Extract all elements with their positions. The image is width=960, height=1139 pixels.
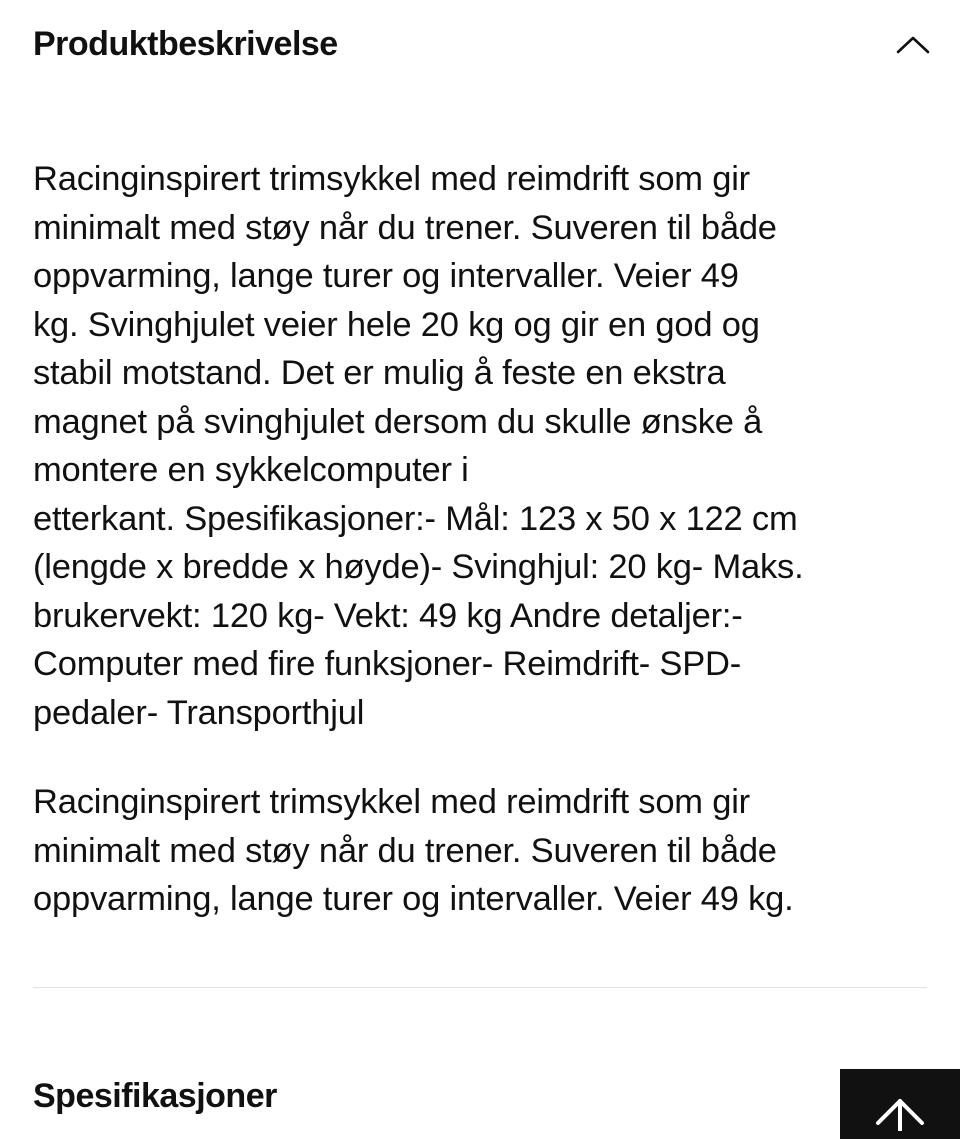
section-divider [33,987,927,988]
description-paragraph [33,155,933,737]
description-line: Racinginspirert trimsykkel med reimdrift som gir [33,160,750,198]
arrow-up-icon [870,1091,930,1136]
description-line: minimalt med støy når du trener. Suveren til både [33,208,777,247]
description-line: (lengde x bredde x høyde)- Svinghjul: 20 kg- Maks. [33,548,804,586]
description-line: etterkant. Spesifikasjoner:- Mål: 123 x 50 x 122 cm [33,499,798,538]
description-line: pedaler- Transporthjul [33,693,365,732]
product-description-header[interactable] [33,20,927,68]
description-line: stabil motstand. Det er mulig å feste en ekstra [33,354,726,392]
description-line: Racinginspirert trimsykkel med reimdrift som gir [33,783,750,821]
description-line: minimalt med støy når du trener. Suveren til både [33,831,777,870]
description-line: Computer med fire funksjoner- Reimdrift- SPD- [33,645,742,683]
description-line: magnet på svinghjulet dersom du skulle ønske å [33,402,763,441]
scroll-to-top-button[interactable] [840,1069,960,1139]
description-line: oppvarming, lange turer og intervaller. Veier 49 [33,257,739,295]
description-line: brukervekt: 120 kg- Vekt: 49 kg Andre detaljer:- [33,596,743,635]
description-line: oppvarming, lange turer og intervaller. Veier 49 kg. [33,880,794,918]
description-line: montere en sykkelcomputer i [33,451,469,489]
specifications-title: Spesifikasjoner [33,1076,277,1115]
specifications-header[interactable] [33,1072,927,1120]
description-line: kg. Svinghjulet veier hele 20 kg og gir en god og [33,305,760,344]
description-summary-paragraph [33,778,933,924]
chevron-up-icon[interactable] [889,20,937,68]
product-description-title: Produktbeskrivelse [33,24,338,63]
